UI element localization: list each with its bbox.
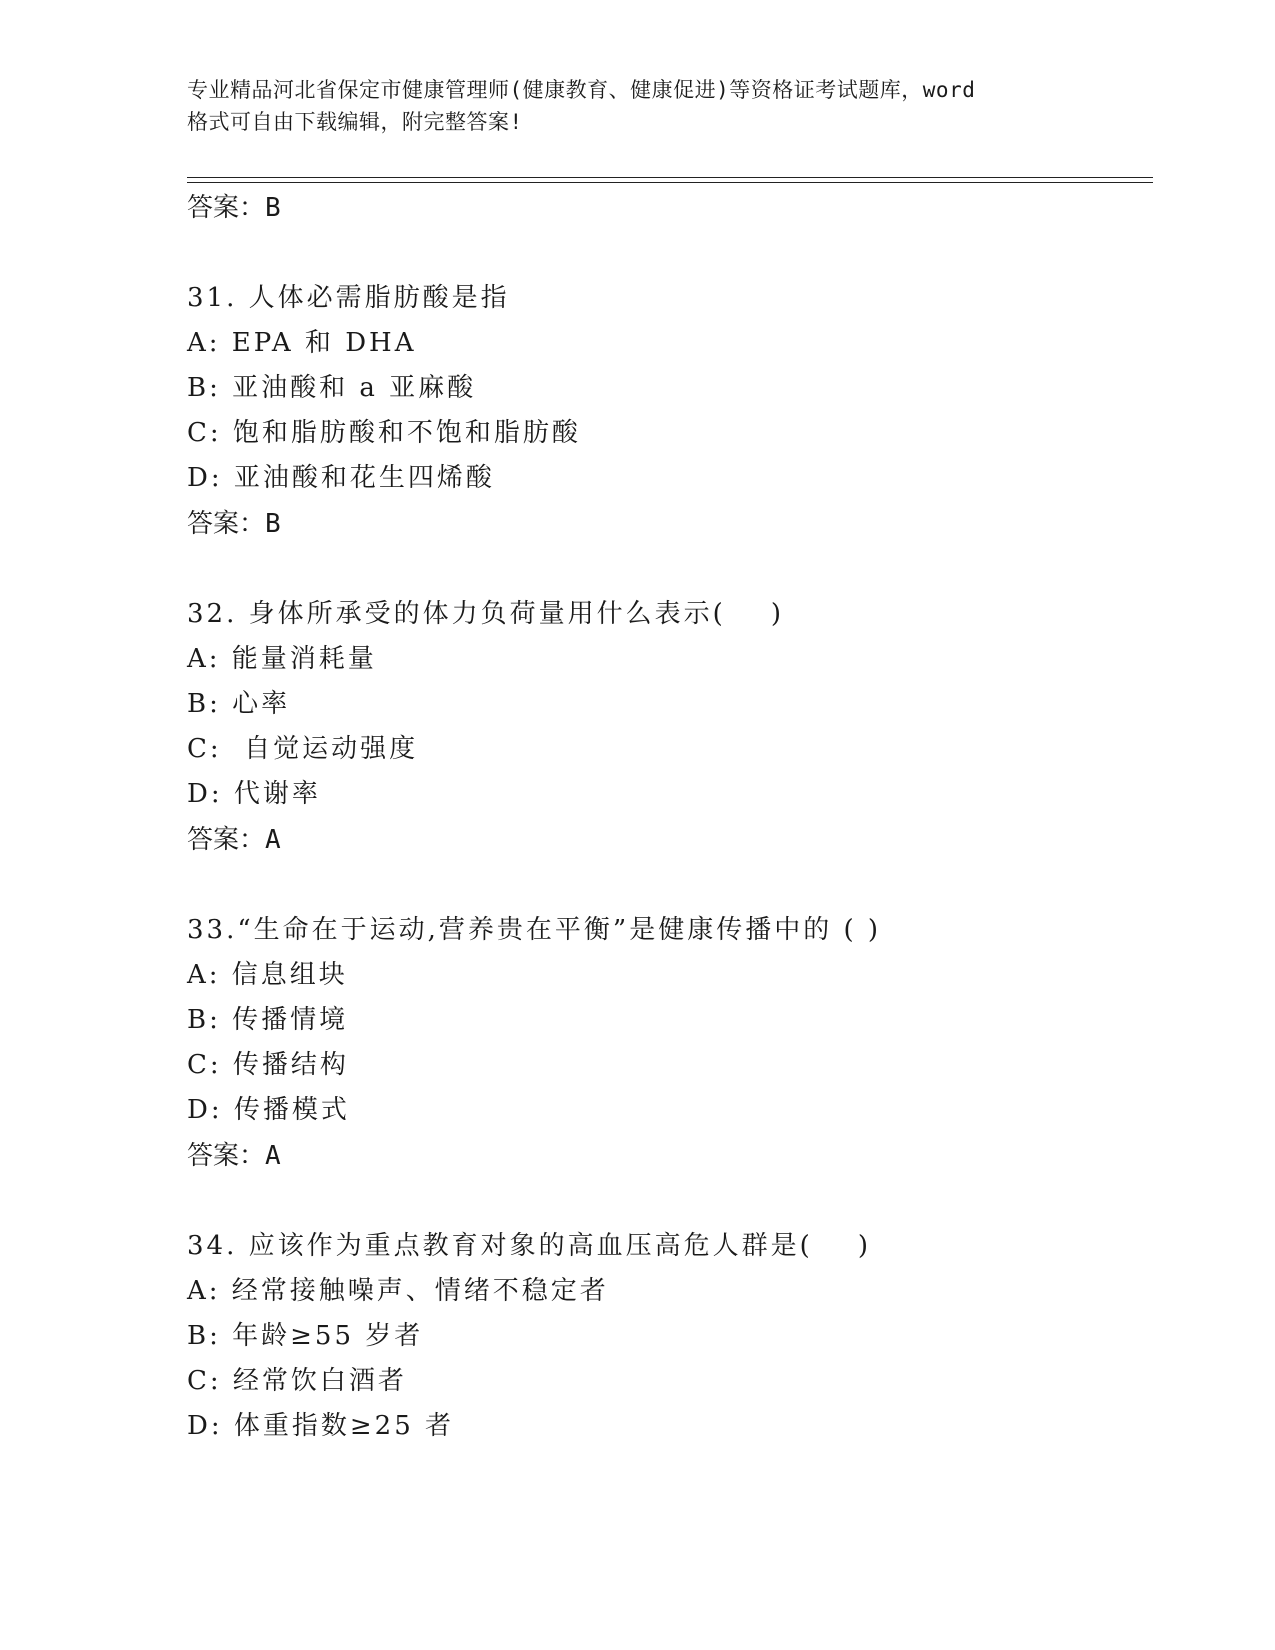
question-33-stem: 33.“生命在于运动,营养贵在平衡”是健康传播中的 ( ) bbox=[187, 915, 882, 945]
question-33-option-c: C: 传播结构 bbox=[187, 1050, 349, 1080]
question-32-answer: 答案：A bbox=[187, 825, 281, 855]
question-32-option-b: B: 心率 bbox=[187, 689, 291, 719]
question-32-stem: 32. 身体所承受的体力负荷量用什么表示( ) bbox=[187, 599, 784, 629]
question-34-option-c: C: 经常饮白酒者 bbox=[187, 1366, 407, 1396]
question-34-stem: 34. 应该作为重点教育对象的高血压高危人群是( ) bbox=[187, 1231, 871, 1261]
question-32-option-a: A: 能量消耗量 bbox=[187, 644, 377, 674]
answer-30: 答案：B bbox=[187, 193, 281, 223]
question-33-option-a: A: 信息组块 bbox=[187, 960, 348, 990]
question-34-option-d: D: 体重指数≥25 者 bbox=[187, 1411, 455, 1441]
question-31-stem: 31. 人体必需脂肪酸是指 bbox=[187, 283, 510, 313]
header-line-2: 格式可自由下载编辑，附完整答案! bbox=[187, 110, 523, 134]
question-34-option-b: B: 年龄≥55 岁者 bbox=[187, 1321, 424, 1351]
header-line-1: 专业精品河北省保定市健康管理师(健康教育、健康促进)等资格证考试题库，word bbox=[187, 78, 976, 102]
header-divider-bottom bbox=[187, 182, 1153, 183]
question-32-option-c: C: 自觉运动强度 bbox=[187, 734, 419, 764]
header-divider-top bbox=[187, 177, 1153, 178]
question-34-option-a: A: 经常接触噪声、情绪不稳定者 bbox=[187, 1276, 609, 1306]
question-32-option-d: D: 代谢率 bbox=[187, 779, 321, 809]
question-33-option-d: D: 传播模式 bbox=[187, 1095, 350, 1125]
question-33-answer: 答案：A bbox=[187, 1141, 281, 1171]
question-31-option-b: B: 亚油酸和 a 亚麻酸 bbox=[187, 373, 477, 403]
question-31-option-d: D: 亚油酸和花生四烯酸 bbox=[187, 463, 495, 493]
document-header bbox=[187, 74, 1087, 138]
question-33-option-b: B: 传播情境 bbox=[187, 1005, 349, 1035]
question-31-option-a: A: EPA 和 DHA bbox=[187, 328, 417, 358]
question-31-answer: 答案：B bbox=[187, 509, 281, 539]
question-31-option-c: C: 饱和脂肪酸和不饱和脂肪酸 bbox=[187, 418, 581, 448]
